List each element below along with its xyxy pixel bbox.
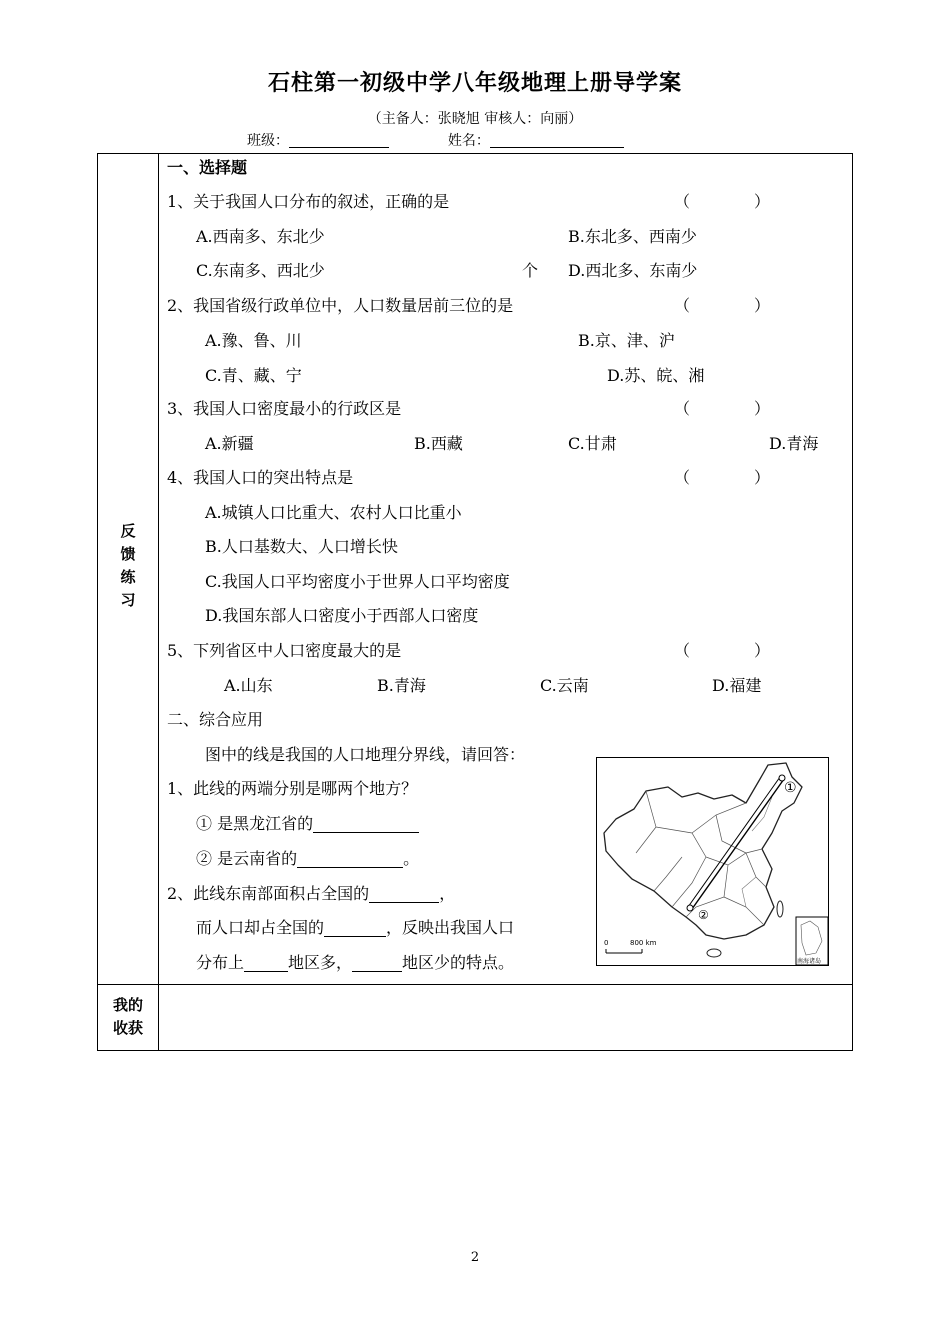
q2-population-share: 而人口却占全国的 ，反映出我国人口 bbox=[196, 918, 515, 937]
feedback-practice-label: 反 馈 练 习 bbox=[120, 522, 136, 609]
application-question-1: 1、此线的两端分别是哪两个地方？ bbox=[167, 779, 418, 798]
application-question-2: 2、此线东南部面积占全国的 ， bbox=[167, 884, 456, 903]
row-divider bbox=[98, 984, 852, 985]
scale-zero: 0 bbox=[604, 939, 609, 947]
q3-option-c[interactable]: C.甘肃 bbox=[568, 434, 617, 453]
q5-option-d[interactable]: D.福建 bbox=[712, 676, 762, 695]
answer-blank[interactable] bbox=[313, 814, 419, 833]
stray-character: 个 bbox=[522, 261, 539, 280]
q2-distribution: 分布上 地区多， 地区少的特点。 bbox=[196, 953, 515, 972]
my-harvest-label: 我的 收获 bbox=[112, 996, 143, 1037]
marker-1: ① bbox=[784, 780, 797, 796]
q1-blank-yunnan: ② 是云南省的 。 bbox=[196, 849, 420, 868]
answer-paren-2[interactable]: （ ） bbox=[674, 296, 771, 315]
q3-option-d[interactable]: D.青海 bbox=[769, 434, 819, 453]
question-5: 5、下列省区中人口密度最大的是 bbox=[167, 641, 402, 660]
q2-option-a[interactable]: A.豫、鲁、川 bbox=[205, 331, 302, 350]
q4-option-d[interactable]: D.我国东部人口密度小于西部人口密度 bbox=[205, 606, 479, 625]
q3-option-a[interactable]: A.新疆 bbox=[205, 434, 254, 453]
class-blank[interactable] bbox=[289, 133, 389, 148]
class-name-line bbox=[247, 130, 624, 150]
page-number: 2 bbox=[470, 1250, 480, 1265]
question-2: 2、我国省级行政单位中，人口数量居前三位的是 bbox=[167, 296, 514, 315]
q1-option-b[interactable]: B.东北多、西南少 bbox=[568, 227, 697, 246]
answer-paren-4[interactable]: （ ） bbox=[674, 468, 771, 487]
q4-option-b[interactable]: B.人口基数大、人口增长快 bbox=[205, 537, 398, 556]
scale-label: 800 km bbox=[630, 939, 657, 947]
q1-blank-heilongjiang: ① 是黑龙江省的 bbox=[196, 814, 419, 834]
class-label: 班级： bbox=[247, 133, 289, 149]
q2-option-d[interactable]: D.苏、皖、湘 bbox=[607, 366, 705, 385]
answer-paren-1[interactable]: （ ） bbox=[674, 192, 771, 211]
answer-blank[interactable] bbox=[244, 953, 288, 972]
question-3: 3、我国人口密度最小的行政区是 bbox=[167, 399, 402, 418]
answer-blank[interactable] bbox=[297, 849, 403, 868]
name-label: 姓名： bbox=[447, 133, 490, 149]
q5-option-a[interactable]: A.山东 bbox=[224, 676, 273, 695]
q2-option-c[interactable]: C.青、藏、宁 bbox=[205, 366, 302, 385]
name-blank[interactable] bbox=[490, 133, 624, 148]
marker-2: ② bbox=[698, 908, 709, 922]
question-1: 1、关于我国人口分布的叙述，正确的是 bbox=[167, 192, 450, 211]
q1-option-c[interactable]: C.东南多、西北少 bbox=[196, 261, 325, 280]
answer-blank[interactable] bbox=[369, 884, 439, 903]
answer-blank[interactable] bbox=[352, 953, 402, 972]
q4-option-a[interactable]: A.城镇人口比重大、农村人口比重小 bbox=[205, 503, 462, 522]
q5-option-b[interactable]: B.青海 bbox=[377, 676, 426, 695]
china-population-line-map bbox=[596, 757, 829, 966]
document-subtitle: （主备人：张晓旭 审核人：向丽） bbox=[367, 111, 583, 127]
inset-label: 南海诸岛 bbox=[797, 958, 822, 965]
q3-option-b[interactable]: B.西藏 bbox=[414, 434, 463, 453]
question-4: 4、我国人口的突出特点是 bbox=[167, 468, 354, 487]
section-application-heading: 二、综合应用 bbox=[167, 710, 264, 729]
q1-option-d[interactable]: D.西北多、东南少 bbox=[568, 261, 698, 280]
document-title: 石柱第一初级中学八年级地理上册导学案 bbox=[267, 71, 682, 96]
q5-option-c[interactable]: C.云南 bbox=[540, 676, 589, 695]
answer-blank[interactable] bbox=[324, 918, 386, 937]
section-choice-heading: 一、选择题 bbox=[167, 158, 248, 177]
q1-option-a[interactable]: A.西南多、东北少 bbox=[196, 227, 325, 246]
application-intro: 图中的线是我国的人口地理分界线，请回答： bbox=[205, 745, 526, 764]
answer-paren-5[interactable]: （ ） bbox=[674, 641, 771, 660]
answer-paren-3[interactable]: （ ） bbox=[674, 399, 771, 418]
column-divider bbox=[158, 154, 159, 1050]
q4-option-c[interactable]: C.我国人口平均密度小于世界人口平均密度 bbox=[205, 572, 510, 591]
q2-option-b[interactable]: B.京、津、沪 bbox=[578, 331, 675, 350]
